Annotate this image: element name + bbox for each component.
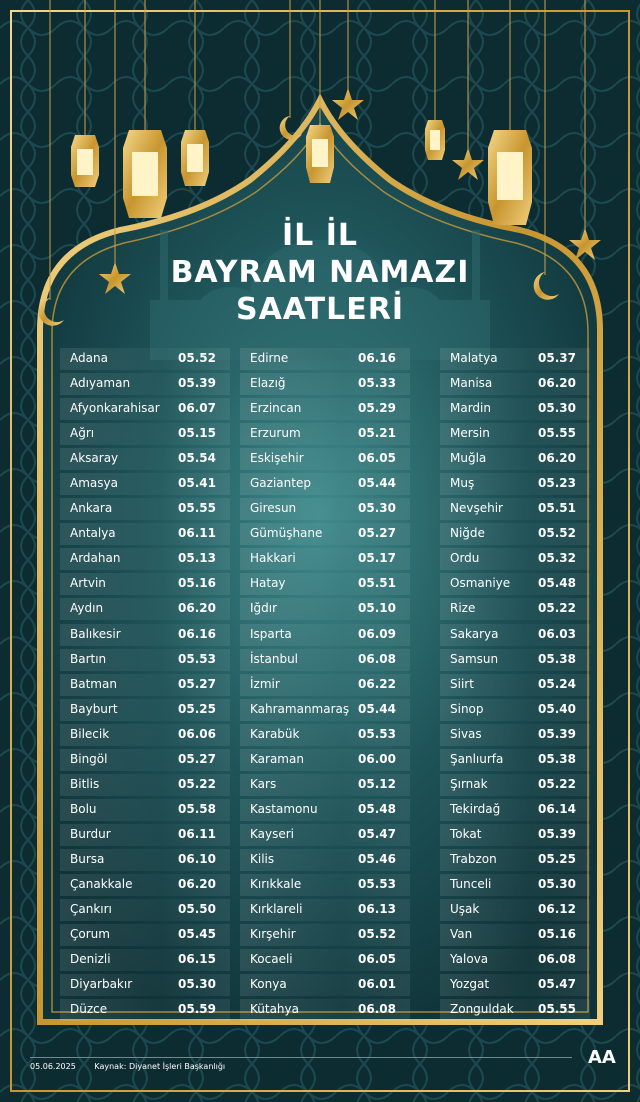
- city-row: [60, 949, 230, 971]
- city-name: Bitlis: [70, 776, 100, 791]
- prayer-time: 06.20: [538, 451, 576, 466]
- prayer-time: 05.27: [358, 526, 396, 541]
- city-row: [240, 724, 410, 746]
- city-name: Kilis: [250, 851, 275, 866]
- city-row: [60, 724, 230, 746]
- title-line-2: BAYRAM NAMAZI: [170, 255, 470, 290]
- city-name: Aksaray: [70, 451, 119, 466]
- city-row: [240, 999, 410, 1021]
- city-name: Eskişehir: [250, 451, 304, 466]
- prayer-time: 05.29: [358, 401, 396, 416]
- city-row: [60, 799, 230, 821]
- city-name: Karaman: [250, 751, 304, 766]
- city-name: Mardin: [450, 401, 491, 416]
- city-name: İstanbul: [250, 651, 299, 666]
- city-name: Sinop: [450, 701, 484, 716]
- city-name: Gümüşhane: [250, 526, 323, 541]
- city-row: [240, 849, 410, 871]
- prayer-time: 05.39: [538, 726, 576, 741]
- city-row: [240, 523, 410, 545]
- city-name: Karabük: [250, 726, 300, 741]
- city-row: [240, 598, 410, 620]
- city-row: [440, 373, 590, 395]
- city-row: [440, 523, 590, 545]
- city-name: Muş: [450, 476, 475, 491]
- city-name: Mersin: [450, 426, 490, 441]
- city-name: Ardahan: [70, 551, 121, 566]
- city-row: [240, 348, 410, 370]
- city-name: Zonguldak: [450, 1002, 514, 1017]
- city-name: Niğde: [450, 526, 485, 541]
- prayer-time: 06.03: [538, 626, 576, 641]
- city-column-3: [440, 348, 590, 1024]
- city-row: [240, 373, 410, 395]
- city-row: [440, 674, 590, 696]
- city-name: Çanakkale: [70, 876, 133, 891]
- city-row: [440, 724, 590, 746]
- prayer-time: 06.14: [538, 801, 576, 816]
- city-column-2: [240, 348, 410, 1024]
- city-row: [240, 624, 410, 646]
- prayer-time: 06.05: [358, 952, 396, 967]
- city-row: [440, 749, 590, 771]
- city-name: Düzce: [70, 1002, 108, 1017]
- prayer-time: 05.47: [358, 826, 396, 841]
- city-row: [60, 573, 230, 595]
- city-name: Çankırı: [70, 902, 112, 917]
- footer: [30, 1062, 225, 1071]
- city-name: Malatya: [450, 351, 498, 365]
- prayer-time: 06.13: [358, 902, 396, 917]
- prayer-time: 06.09: [358, 626, 396, 641]
- city-row: [60, 598, 230, 620]
- city-name: Artvin: [70, 576, 106, 591]
- prayer-time: 06.08: [358, 651, 396, 666]
- city-name: Bayburt: [70, 701, 118, 716]
- prayer-time: 05.32: [538, 551, 576, 566]
- city-row: [60, 348, 230, 370]
- prayer-time: 06.20: [178, 876, 216, 891]
- prayer-time: 05.30: [538, 401, 576, 416]
- city-name: Kastamonu: [250, 801, 318, 816]
- city-name: Aydın: [70, 601, 104, 616]
- city-row: [240, 473, 410, 495]
- city-name: Bingöl: [70, 751, 108, 766]
- city-name: Sakarya: [450, 626, 499, 641]
- prayer-time: 05.16: [538, 927, 576, 942]
- prayer-time: 06.06: [178, 726, 216, 741]
- prayer-time: 06.16: [358, 351, 396, 365]
- prayer-time: 06.20: [538, 376, 576, 391]
- city-name: Giresun: [250, 501, 297, 516]
- city-name: Samsun: [450, 651, 499, 666]
- city-name: Burdur: [70, 826, 111, 841]
- city-name: Hakkari: [250, 551, 296, 566]
- prayer-time: 05.53: [358, 726, 396, 741]
- prayer-time: 05.37: [538, 351, 576, 365]
- city-row: [440, 649, 590, 671]
- prayer-time: 05.24: [538, 676, 576, 691]
- city-row: [440, 624, 590, 646]
- prayer-time: 05.10: [358, 601, 396, 616]
- city-row: [60, 824, 230, 846]
- city-row: [60, 373, 230, 395]
- city-name: Afyonkarahisar: [70, 401, 160, 416]
- city-column-1: [60, 348, 230, 1024]
- city-name: Kocaeli: [250, 952, 293, 967]
- city-name: Adana: [70, 351, 108, 365]
- city-row: [240, 674, 410, 696]
- footer-divider: [30, 1057, 572, 1058]
- city-name: Isparta: [250, 626, 292, 641]
- city-name: Osmaniye: [450, 576, 511, 591]
- city-name: Gaziantep: [250, 476, 311, 491]
- prayer-time: 05.30: [178, 977, 216, 992]
- city-row: [60, 649, 230, 671]
- city-row: [440, 799, 590, 821]
- city-name: Edirne: [250, 351, 289, 365]
- prayer-time: 06.01: [358, 977, 396, 992]
- city-row: [60, 699, 230, 721]
- city-row: [60, 523, 230, 545]
- prayer-time: 05.44: [358, 476, 396, 491]
- prayer-time: 06.12: [538, 902, 576, 917]
- city-name: Kars: [250, 776, 277, 791]
- prayer-time: 05.38: [538, 651, 576, 666]
- prayer-time: 05.21: [358, 426, 396, 441]
- city-row: [440, 974, 590, 996]
- prayer-time: 05.41: [178, 476, 216, 491]
- city-row: [60, 849, 230, 871]
- city-row: [60, 999, 230, 1021]
- city-row: [240, 774, 410, 796]
- city-row: [240, 649, 410, 671]
- prayer-time: 05.46: [358, 851, 396, 866]
- city-name: Ağrı: [70, 426, 95, 441]
- city-row: [440, 348, 590, 370]
- city-name: Van: [450, 927, 473, 942]
- city-row: [240, 949, 410, 971]
- prayer-time: 05.39: [178, 376, 216, 391]
- city-name: Ordu: [450, 551, 480, 566]
- city-name: Bartın: [70, 651, 107, 666]
- city-row: [240, 423, 410, 445]
- city-name: Kırıkkale: [250, 876, 302, 891]
- prayer-time: 05.27: [178, 751, 216, 766]
- prayer-time: 05.48: [358, 801, 396, 816]
- city-row: [60, 774, 230, 796]
- city-row: [240, 824, 410, 846]
- prayer-time: 05.52: [358, 927, 396, 942]
- city-name: Elazığ: [250, 376, 286, 391]
- prayer-time: 05.17: [358, 551, 396, 566]
- prayer-time: 05.54: [178, 451, 216, 466]
- city-row: [60, 624, 230, 646]
- prayer-time: 05.30: [538, 876, 576, 891]
- prayer-time: 05.12: [358, 776, 396, 791]
- city-row: [60, 423, 230, 445]
- city-row: [240, 398, 410, 420]
- city-name: İzmir: [250, 676, 280, 691]
- city-row: [240, 749, 410, 771]
- city-name: Tekirdağ: [450, 801, 501, 816]
- city-name: Balıkesir: [70, 626, 121, 641]
- city-name: Bilecik: [70, 726, 110, 741]
- city-row: [440, 423, 590, 445]
- city-name: Diyarbakır: [70, 977, 133, 992]
- city-name: Konya: [250, 977, 287, 992]
- city-row: [60, 874, 230, 896]
- prayer-time: 05.58: [178, 801, 216, 816]
- city-row: [440, 699, 590, 721]
- title-line-1: İL İL: [281, 218, 358, 253]
- prayer-time: 05.40: [538, 701, 576, 716]
- prayer-time: 05.55: [538, 426, 576, 441]
- prayer-time: 05.22: [538, 601, 576, 616]
- city-row: [240, 548, 410, 570]
- city-row: [240, 874, 410, 896]
- city-name: Bolu: [70, 801, 97, 816]
- city-name: Erzincan: [250, 401, 302, 416]
- city-name: Erzurum: [250, 426, 301, 441]
- city-name: Hatay: [250, 576, 286, 591]
- city-row: [440, 448, 590, 470]
- prayer-time: 06.00: [358, 751, 396, 766]
- city-name: Muğla: [450, 451, 487, 466]
- city-name: Tunceli: [450, 876, 492, 891]
- prayer-time: 05.22: [178, 776, 216, 791]
- city-name: Nevşehir: [450, 501, 503, 516]
- prayer-time: 05.50: [178, 902, 216, 917]
- prayer-time: 05.52: [538, 526, 576, 541]
- prayer-time: 05.44: [358, 701, 396, 716]
- prayer-time: 06.07: [178, 401, 216, 416]
- city-row: [240, 974, 410, 996]
- city-row: [440, 573, 590, 595]
- city-row: [240, 799, 410, 821]
- prayer-time: 06.15: [178, 952, 216, 967]
- prayer-time: 05.53: [178, 651, 216, 666]
- city-name: Trabzon: [450, 851, 497, 866]
- prayer-time: 05.13: [178, 551, 216, 566]
- prayer-time: 05.39: [538, 826, 576, 841]
- city-name: Bursa: [70, 851, 105, 866]
- prayer-time: 06.08: [538, 952, 576, 967]
- city-row: [60, 974, 230, 996]
- city-name: Sivas: [450, 726, 482, 741]
- title-line-3: SAATLERİ: [235, 292, 405, 327]
- city-row: [440, 498, 590, 520]
- prayer-time: 05.48: [538, 576, 576, 591]
- city-name: Kütahya: [250, 1002, 299, 1017]
- city-row: [60, 899, 230, 921]
- city-row: [60, 548, 230, 570]
- prayer-time: 05.55: [178, 501, 216, 516]
- aa-logo: AA: [588, 1047, 616, 1068]
- city-row: [440, 874, 590, 896]
- city-name: Batman: [70, 676, 117, 691]
- prayer-time: 05.51: [358, 576, 396, 591]
- city-name: Kırklareli: [250, 902, 303, 917]
- city-row: [60, 924, 230, 946]
- prayer-time: 05.52: [178, 351, 216, 365]
- prayer-time: 05.30: [358, 501, 396, 516]
- prayer-time: 06.08: [358, 1002, 396, 1017]
- city-row: [240, 498, 410, 520]
- city-name: Ankara: [70, 501, 113, 516]
- prayer-time: 05.25: [178, 701, 216, 716]
- prayer-time: 05.53: [358, 876, 396, 891]
- city-row: [440, 824, 590, 846]
- city-row: [440, 774, 590, 796]
- city-row: [440, 999, 590, 1021]
- prayer-time: 05.59: [178, 1002, 216, 1017]
- prayer-time: 05.15: [178, 426, 216, 441]
- city-name: Şanlıurfa: [450, 751, 504, 766]
- city-row: [60, 749, 230, 771]
- city-row: [440, 398, 590, 420]
- city-name: Kırşehir: [250, 927, 296, 942]
- city-name: Yozgat: [450, 977, 490, 992]
- prayer-time: 05.27: [178, 676, 216, 691]
- city-row: [60, 498, 230, 520]
- footer-source: Kaynak: Diyanet İşleri Başkanlığı: [94, 1062, 226, 1071]
- prayer-time: 05.22: [538, 776, 576, 791]
- city-row: [440, 849, 590, 871]
- city-name: Denizli: [70, 952, 111, 967]
- city-name: Adıyaman: [70, 376, 131, 391]
- city-row: [440, 598, 590, 620]
- city-name: Amasya: [70, 476, 118, 491]
- city-row: [440, 924, 590, 946]
- city-name: Manisa: [450, 376, 493, 391]
- prayer-time: 05.55: [538, 1002, 576, 1017]
- city-row: [240, 924, 410, 946]
- city-row: [240, 573, 410, 595]
- prayer-time: 05.45: [178, 927, 216, 942]
- city-row: [240, 899, 410, 921]
- city-name: Antalya: [70, 526, 116, 541]
- city-name: Şırnak: [450, 776, 488, 791]
- prayer-time: 06.20: [178, 601, 216, 616]
- prayer-time: 05.33: [358, 376, 396, 391]
- city-name: Kahramanmaraş: [250, 701, 350, 716]
- prayer-time: 05.25: [538, 851, 576, 866]
- prayer-time: 05.23: [538, 476, 576, 491]
- city-row: [60, 674, 230, 696]
- footer-date: 05.06.2025: [30, 1062, 76, 1071]
- city-row: [60, 448, 230, 470]
- prayer-time: 05.38: [538, 751, 576, 766]
- prayer-time: 06.11: [178, 526, 216, 541]
- city-name: Kayseri: [250, 826, 295, 841]
- city-name: Rize: [450, 601, 476, 616]
- prayer-time: 05.16: [178, 576, 216, 591]
- city-name: Tokat: [450, 826, 482, 841]
- city-row: [440, 899, 590, 921]
- city-name: Uşak: [450, 902, 480, 917]
- city-name: Siirt: [450, 676, 474, 691]
- city-row: [440, 949, 590, 971]
- city-row: [440, 473, 590, 495]
- city-row: [60, 398, 230, 420]
- prayer-time: 06.05: [358, 451, 396, 466]
- prayer-time: 06.11: [178, 826, 216, 841]
- city-row: [240, 448, 410, 470]
- city-name: Yalova: [450, 952, 489, 967]
- prayer-time: 05.47: [538, 977, 576, 992]
- city-row: [60, 473, 230, 495]
- prayer-time: 06.10: [178, 851, 216, 866]
- prayer-time: 05.51: [538, 501, 576, 516]
- city-row: [240, 699, 410, 721]
- prayer-time: 06.16: [178, 626, 216, 641]
- city-name: Çorum: [70, 927, 110, 942]
- city-row: [440, 548, 590, 570]
- prayer-time: 06.22: [358, 676, 396, 691]
- city-name: Iğdır: [250, 601, 278, 616]
